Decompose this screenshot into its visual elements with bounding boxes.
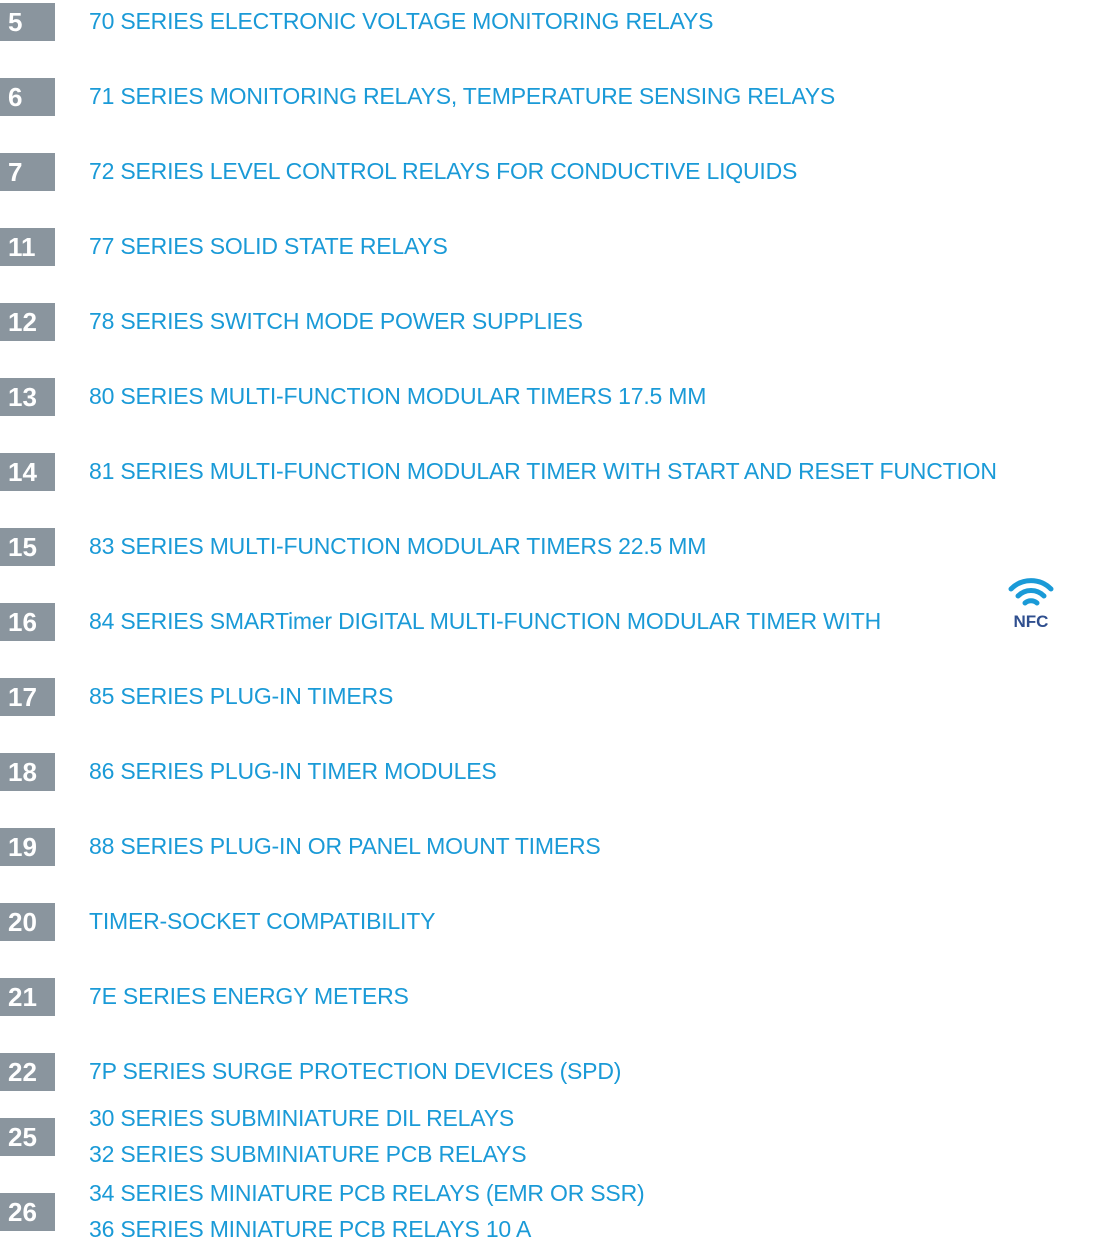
entry-title[interactable]: 88 SERIES PLUG-IN OR PANEL MOUNT TIMERS xyxy=(89,833,601,859)
page-number-badge: 22 xyxy=(0,1053,55,1091)
entry-title[interactable]: TIMER-SOCKET COMPATIBILITY xyxy=(89,908,436,934)
nfc-wave-middle xyxy=(1018,590,1044,596)
entry-title[interactable]: 71 SERIES MONITORING RELAYS, TEMPERATURE SENSING RELAYS xyxy=(89,83,836,109)
entry-title[interactable]: 86 SERIES PLUG-IN TIMER MODULES xyxy=(89,758,497,784)
entry-title[interactable]: 70 SERIES ELECTRONIC VOLTAGE MONITORING RELAYS xyxy=(89,8,714,34)
nfc-wave-outer xyxy=(1011,581,1051,589)
entry-title[interactable]: 36 SERIES MINIATURE PCB RELAYS 10 A xyxy=(89,1216,532,1242)
entry-title[interactable]: 30 SERIES SUBMINIATURE DIL RELAYS xyxy=(89,1105,514,1131)
nfc-label: NFC xyxy=(1013,612,1049,630)
entry-title[interactable]: 7P SERIES SURGE PROTECTION DEVICES (SPD) xyxy=(89,1058,622,1084)
page-number-badge: 25 xyxy=(0,1118,55,1156)
page-number-badge: 16 xyxy=(0,603,55,641)
page-number-badge: 5 xyxy=(0,3,55,41)
page-number-badge: 17 xyxy=(0,678,55,716)
page-number-badge: 7 xyxy=(0,153,55,191)
page-number-badge: 19 xyxy=(0,828,55,866)
page-number-badge: 21 xyxy=(0,978,55,1016)
entry-title[interactable]: 32 SERIES SUBMINIATURE PCB RELAYS xyxy=(89,1141,527,1167)
page-number-badge: 26 xyxy=(0,1193,55,1231)
page-number-badge: 20 xyxy=(0,903,55,941)
entry-title[interactable]: 72 SERIES LEVEL CONTROL RELAYS FOR CONDUCTIVE LIQUIDS xyxy=(89,158,798,184)
page-number-badge: 15 xyxy=(0,528,55,566)
nfc-wifi-icon xyxy=(1003,570,1059,630)
nfc-wave-inner xyxy=(1025,601,1037,603)
page-number-badge: 18 xyxy=(0,753,55,791)
entry-title[interactable]: 78 SERIES SWITCH MODE POWER SUPPLIES xyxy=(89,308,583,334)
entry-title[interactable]: 83 SERIES MULTI-FUNCTION MODULAR TIMERS 22.5 MM xyxy=(89,533,707,559)
page-number-badge: 6 xyxy=(0,78,55,116)
entry-title[interactable]: 80 SERIES MULTI-FUNCTION MODULAR TIMERS 17.5 MM xyxy=(89,383,707,409)
entry-title[interactable]: 34 SERIES MINIATURE PCB RELAYS (EMR OR SSR) xyxy=(89,1180,645,1206)
entry-title[interactable]: 81 SERIES MULTI-FUNCTION MODULAR TIMER WITH START AND RESET FUNCTION xyxy=(89,458,997,484)
entry-title[interactable]: 85 SERIES PLUG-IN TIMERS xyxy=(89,683,394,709)
page-number-badge: 12 xyxy=(0,303,55,341)
entry-title[interactable]: 7E SERIES ENERGY METERS xyxy=(89,983,409,1009)
page-number-badge: 11 xyxy=(0,228,55,266)
page-number-badge: 13 xyxy=(0,378,55,416)
entry-title[interactable]: 77 SERIES SOLID STATE RELAYS xyxy=(89,233,448,259)
page-number-badge: 14 xyxy=(0,453,55,491)
entry-title[interactable]: 84 SERIES SMARTimer DIGITAL MULTI-FUNCTION MODULAR TIMER WITH xyxy=(89,608,882,634)
